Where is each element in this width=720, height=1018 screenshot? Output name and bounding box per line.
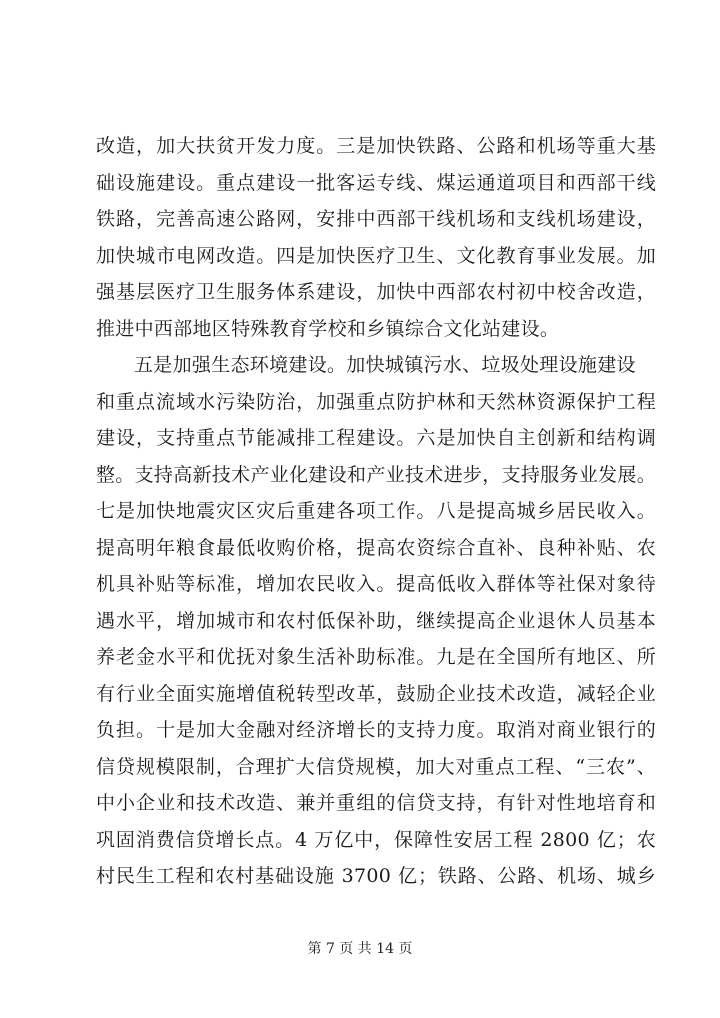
body-text [96, 128, 656, 895]
text-line: 机具补贴等标准，增加农民收入。提高低收入群体等社保对象待 [96, 573, 656, 595]
text-line: 养老金水平和优抚对象生活补助标准。九是在全国所有地区、所 [96, 646, 656, 668]
text-line: 巩固消费信贷增长点。4 万亿中，保障性安居工程 2800 亿；农 [96, 828, 656, 851]
text-line: 有行业全面实施增值税转型改革，鼓励企业技术改造，减轻企业 [96, 682, 656, 705]
text-line: 信贷规模限制，合理扩大信贷规模，加大对重点工程、“三农”、 [96, 755, 656, 778]
text-line: 提高明年粮食最低收购价格，提高农资综合直补、良种补贴、农 [96, 536, 656, 559]
text-line: 础设施建设。重点建设一批客运专线、煤运通道项目和西部干线 [96, 171, 656, 194]
text-line: 铁路，完善高速公路网，安排中西部干线机场和支线机场建设， [96, 208, 656, 230]
text-line: 建设，支持重点节能减排工程建设。六是加快自主创新和结构调 [96, 427, 656, 449]
text-line: 负担。十是加大金融对经济增长的支持力度。取消对商业银行的 [96, 719, 656, 741]
text-line: 村民生工程和农村基础设施 3700 亿；铁路、公路、机场、城乡 [96, 865, 656, 887]
text-line: 加快城市电网改造。四是加快医疗卫生、文化教育事业发展。加 [96, 244, 656, 267]
text-line: 中小企业和技术改造、兼并重组的信贷支持，有针对性地培育和 [96, 792, 656, 814]
page-number-label: 第 7 页 共 14 页 [307, 941, 413, 957]
text-line: 强基层医疗卫生服务体系建设，加快中西部农村初中校舍改造， [96, 281, 656, 303]
page-number-footer [0, 938, 720, 958]
text-line: 推进中西部地区特殊教育学校和乡镇综合文化站建设。 [96, 317, 560, 340]
text-line: 改造，加大扶贫开发力度。三是加快铁路、公路和机场等重大基 [96, 135, 656, 157]
paragraph-2 [96, 347, 656, 895]
text-line: 七是加快地震灾区灾后重建各项工作。八是提高城乡居民收入。 [96, 500, 656, 522]
text-line: 整。支持高新技术产业化建设和产业技术进步，支持服务业发展。 [96, 463, 656, 486]
text-line: 遇水平，增加城市和农村低保补助，继续提高企业退休人员基本 [96, 609, 656, 632]
paragraph-1 [96, 128, 656, 347]
text-line: 五是加强生态环境建设。加快城镇污水、垃圾处理设施建设 [134, 354, 636, 376]
text-line: 和重点流域水污染防治，加强重点防护林和天然林资源保护工程 [96, 390, 656, 413]
